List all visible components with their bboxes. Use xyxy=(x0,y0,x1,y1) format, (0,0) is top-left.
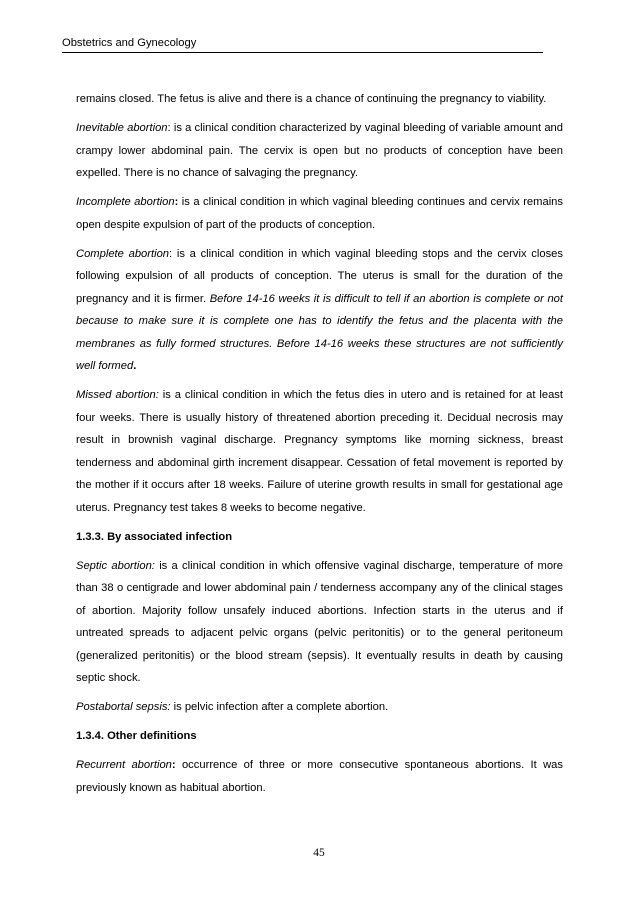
header-title: Obstetrics and Gynecology xyxy=(62,37,197,49)
paragraph-text: is a clinical condition in which offensive vaginal discharge, temperature of more than 38 o centigrade and lower abdominal pain / tenderness accompany any of the clinical stages of abortion. Majority follow unsafely induced abortions. Infection starts in the uterus and if untreated spreads to adjacent pelvic organs (pelvic peritonitis) or to the general peritoneum (generalized peritonitis) or the blood stream (sepsis). It eventually results in death by causing septic shock. xyxy=(76,559,563,684)
paragraph-text: is a clinical condition characterized by vaginal bleeding of variable amount and crampy lower abdominal pain. The cervix is open but no products of conception have been expelled. There is no chance of salvaging the pregnancy. xyxy=(76,122,563,179)
paragraph-text: is a clinical condition in which vaginal bleeding continues and cervix remains open despite expulsion of part of the products of conception. xyxy=(76,196,563,231)
page-footer xyxy=(0,847,638,859)
paragraph-recurrent-abortion xyxy=(76,754,563,799)
paragraph-text: is pelvic infection after a complete abortion. xyxy=(170,701,389,713)
paragraph-missed-abortion xyxy=(76,384,563,519)
term-separator: : xyxy=(174,196,179,208)
section-heading-other-definitions: 1.3.4. Other definitions xyxy=(76,730,197,742)
term-separator: : xyxy=(167,122,171,134)
paragraph-complete-abortion xyxy=(76,243,563,378)
paragraph-italic-note: Before 14-16 weeks it is difficult to tell if an abortion is complete or not because to make sure it is complete one has to identify the fetus and the placenta with the membranes as fully formed structures. Before 14-16 weeks these structures are not sufficiently well formed xyxy=(76,292,563,372)
paragraph-text: occurrence of three or more consecutive spontaneous abortions. It was previously known as habitual abortion. xyxy=(76,759,563,794)
term-recurrent-abortion: Recurrent abortion xyxy=(76,759,172,771)
term-complete-abortion: Complete abortion xyxy=(76,247,170,260)
paragraph-threatened-continuation xyxy=(76,88,563,111)
paragraph-septic-abortion xyxy=(76,555,563,690)
page-number: 45 xyxy=(313,847,325,859)
term-septic-abortion: Septic abortion: xyxy=(76,559,155,572)
running-header xyxy=(62,37,543,53)
term-inevitable-abortion: Inevitable abortion xyxy=(76,122,168,134)
paragraph-text: is a clinical condition in which the fetus dies in utero and is retained for at least four weeks. There is usually history of threatened abortion preceding it. Decidual necrosis may result in brownish vaginal discharge. Pregnancy symptoms like morning sickness, breast tenderness and abdominal girth increment disappear. Cessation of fetal movement is reported by the mother if it occurs after 18 weeks. Failure of uterine growth results in small for gestational age uterus. Pregnancy test takes 8 weeks to become negative. xyxy=(76,389,563,514)
section-heading-associated-infection: 1.3.3. By associated infection xyxy=(76,530,233,543)
term-incomplete-abortion: Incomplete abortion xyxy=(76,196,175,208)
paragraph-postabortal-sepsis xyxy=(76,696,563,719)
paragraph-text: remains closed. The fetus is alive and there is a chance of continuing the pregnancy to viability. xyxy=(76,93,547,105)
term-separator: : xyxy=(169,247,173,260)
paragraph-inevitable-abortion xyxy=(76,117,563,185)
page-body xyxy=(76,88,563,806)
term-missed-abortion: Missed abortion: xyxy=(76,389,159,401)
paragraph-end-period: . xyxy=(133,360,137,372)
term-postabortal-sepsis: Postabortal sepsis: xyxy=(76,701,171,713)
paragraph-text: is a clinical condition in which vaginal bleeding stops and the cervix closes following expulsion of all products of conception. The uterus is small for the duration of the pregnancy and it is firmer. xyxy=(76,247,564,305)
term-separator: : xyxy=(171,759,176,771)
paragraph-incomplete-abortion xyxy=(76,191,563,236)
